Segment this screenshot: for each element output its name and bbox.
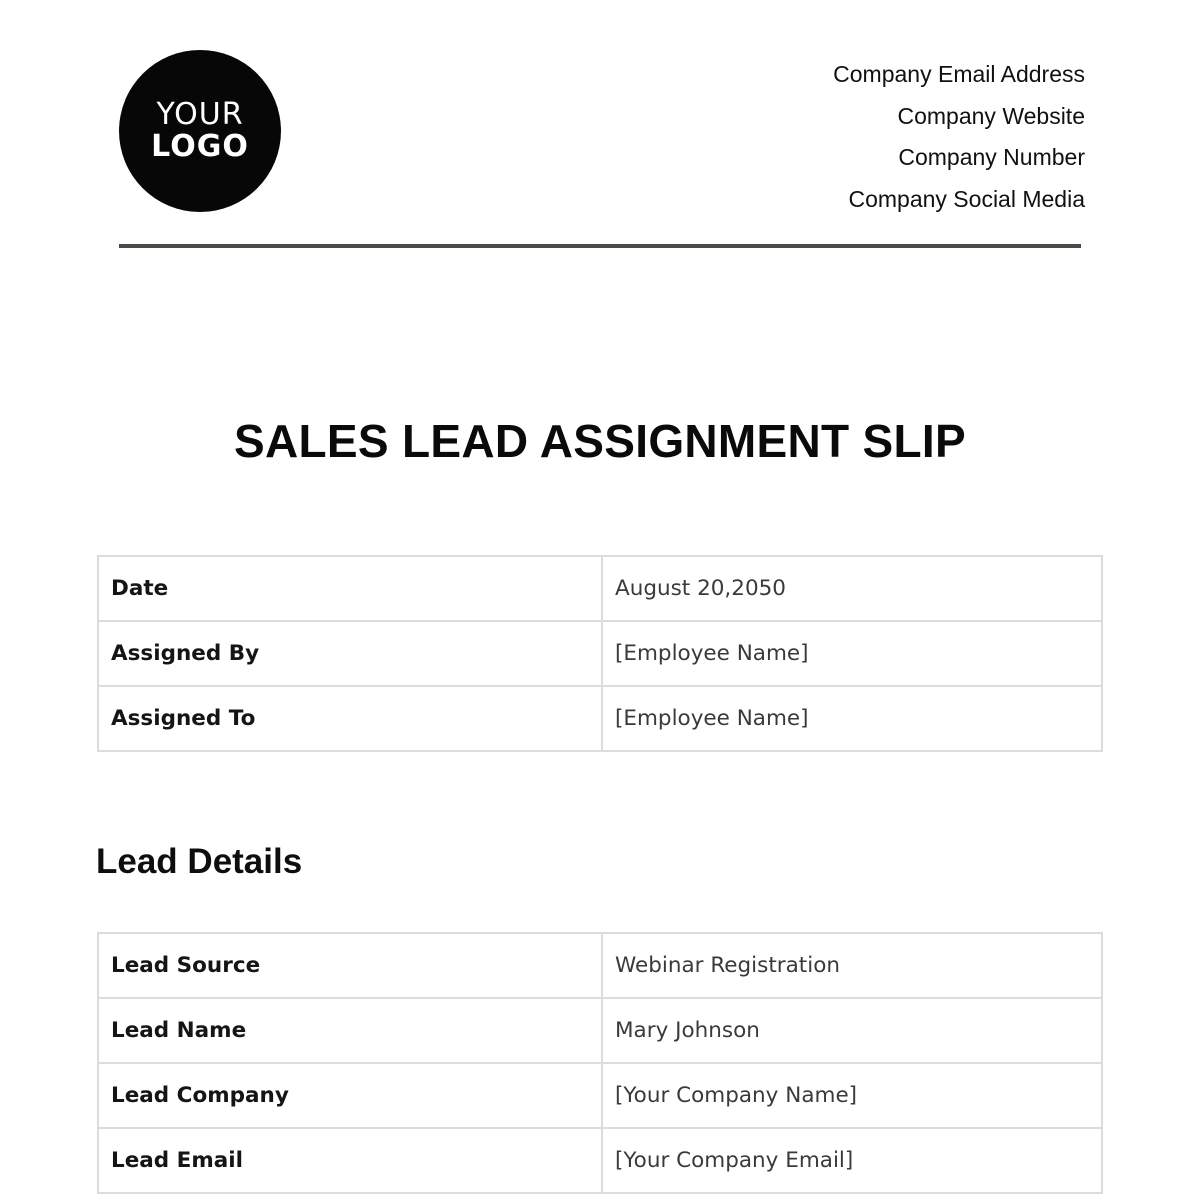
company-contact-block bbox=[833, 54, 1085, 221]
lead-details-table bbox=[97, 932, 1103, 1194]
assigned-by-value: [Employee Name] bbox=[602, 621, 1102, 686]
table-row bbox=[98, 556, 1102, 621]
assigned-to-value: [Employee Name] bbox=[602, 686, 1102, 751]
company-logo bbox=[119, 50, 281, 212]
logo-text-your: YOUR bbox=[156, 97, 244, 132]
lead-source-label: Lead Source bbox=[98, 933, 602, 998]
date-value: August 20,2050 bbox=[602, 556, 1102, 621]
table-row bbox=[98, 686, 1102, 751]
company-number: Company Number bbox=[898, 144, 1085, 171]
table-row bbox=[98, 933, 1102, 998]
company-website: Company Website bbox=[897, 102, 1085, 129]
lead-name-label: Lead Name bbox=[98, 998, 602, 1063]
document-title: SALES LEAD ASSIGNMENT SLIP bbox=[234, 415, 966, 467]
company-social-media: Company Social Media bbox=[848, 186, 1085, 213]
company-email: Company Email Address bbox=[833, 61, 1085, 87]
table-row bbox=[98, 998, 1102, 1063]
table-row bbox=[98, 621, 1102, 686]
lead-source-value: Webinar Registration bbox=[602, 933, 1102, 998]
lead-name-value: Mary Johnson bbox=[602, 998, 1102, 1063]
assignment-table bbox=[97, 555, 1103, 752]
table-row bbox=[98, 1063, 1102, 1128]
header-divider bbox=[119, 244, 1081, 248]
logo-text-logo: LOGO bbox=[151, 129, 249, 164]
assigned-by-label: Assigned By bbox=[98, 621, 602, 686]
lead-email-value: [Your Company Email] bbox=[602, 1128, 1102, 1193]
lead-details-heading: Lead Details bbox=[96, 842, 303, 881]
assigned-to-label: Assigned To bbox=[98, 686, 602, 751]
lead-company-value: [Your Company Name] bbox=[602, 1063, 1102, 1128]
lead-email-label: Lead Email bbox=[98, 1128, 602, 1193]
table-row bbox=[98, 1128, 1102, 1193]
date-label: Date bbox=[98, 556, 602, 621]
lead-company-label: Lead Company bbox=[98, 1063, 602, 1128]
